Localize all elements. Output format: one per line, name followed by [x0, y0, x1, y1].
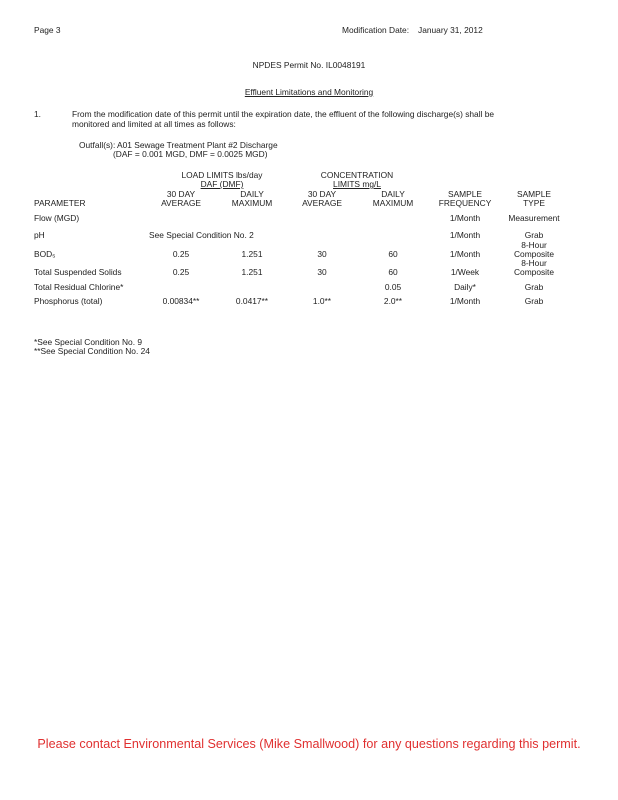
row-frequency: 1/Month — [449, 249, 481, 259]
row-type-prefix: 8-Hour — [521, 240, 547, 250]
row-frequency: 1/Month — [449, 213, 481, 223]
note-special-condition-9: *See Special Condition No. 9 — [34, 337, 143, 347]
table-row — [0, 282, 618, 293]
col-conc-avg-2: AVERAGE — [302, 198, 342, 208]
table-row — [0, 296, 618, 307]
row-load-avg: 0.25 — [172, 249, 190, 259]
table-row — [0, 213, 618, 224]
row-parameter: Total Residual Chlorine* — [34, 282, 124, 292]
paragraph-line-2: monitored and limited at all times as follows: — [72, 119, 236, 129]
row-conc-max: 60 — [388, 267, 398, 277]
col-freq-1: SAMPLE — [448, 189, 482, 199]
row-load-avg: See Special Condition No. 2 — [149, 230, 254, 240]
outfall-name: A01 Sewage Treatment Plant #2 Discharge — [117, 140, 278, 150]
row-type: Composite — [513, 249, 555, 259]
modification-date: January 31, 2012 — [418, 25, 483, 35]
section-title: Effluent Limitations and Monitoring — [244, 87, 374, 97]
col-conc-max-1: DAILY — [381, 189, 405, 199]
outfall-flow: (DAF = 0.001 MGD, DMF = 0.0025 MGD) — [113, 149, 268, 159]
row-conc-avg: 30 — [317, 249, 327, 259]
row-type: Measurement — [508, 213, 560, 223]
col-type-2: TYPE — [523, 198, 545, 208]
table-row — [0, 258, 618, 278]
paragraph-line-1: From the modification date of this permit until the expiration date, the effluent of the following discharge(s) shall be — [72, 109, 495, 119]
row-conc-avg: 30 — [317, 267, 327, 277]
col-load-max-1: DAILY — [240, 189, 264, 199]
note-special-condition-24: **See Special Condition No. 24 — [34, 346, 150, 356]
row-frequency: Daily* — [454, 282, 476, 292]
col-parameter: PARAMETER — [34, 198, 86, 208]
paragraph-number: 1. — [34, 109, 41, 119]
row-parameter: Flow (MGD) — [34, 213, 80, 223]
row-load-max: 0.0417** — [235, 296, 269, 306]
outfall-label: Outfall(s): — [79, 140, 116, 150]
col-load-max-2: MAXIMUM — [231, 198, 273, 208]
row-parameter: Total Suspended Solids — [34, 267, 122, 277]
row-frequency: 1/Month — [449, 296, 481, 306]
row-type: Grab — [524, 230, 544, 240]
col-load-avg-1: 30 DAY — [166, 189, 196, 199]
row-type: Grab — [524, 296, 544, 306]
row-conc-avg: 1.0** — [312, 296, 332, 306]
concentration-subtitle: LIMITS mg/L — [333, 179, 381, 189]
row-type: Composite — [513, 267, 555, 277]
row-conc-max: 0.05 — [384, 282, 402, 292]
col-conc-max-2: MAXIMUM — [372, 198, 414, 208]
row-load-avg: 0.25 — [172, 267, 190, 277]
row-frequency: 1/Month — [449, 230, 481, 240]
col-freq-2: FREQUENCY — [438, 198, 492, 208]
row-load-max: 1.251 — [241, 249, 263, 259]
row-conc-max: 2.0** — [383, 296, 403, 306]
concentration-title: CONCENTRATION — [320, 170, 394, 180]
load-limits-subtitle: DAF (DMF) — [200, 179, 244, 189]
col-load-avg-2: AVERAGE — [161, 198, 201, 208]
load-limits-title: LOAD LIMITS lbs/day — [181, 170, 263, 180]
row-conc-max: 60 — [388, 249, 398, 259]
modification-label: Modification Date: — [342, 25, 410, 35]
page-number: Page 3 — [34, 25, 61, 35]
row-frequency: 1/Week — [450, 267, 480, 277]
row-parameter: pH — [34, 230, 45, 240]
row-type-prefix: 8-Hour — [521, 258, 547, 268]
row-load-avg: 0.00834** — [162, 296, 200, 306]
col-conc-avg-1: 30 DAY — [307, 189, 337, 199]
row-load-max: 1.251 — [241, 267, 263, 277]
col-type-1: SAMPLE — [517, 189, 551, 199]
row-parameter: Phosphorus (total) — [34, 296, 103, 306]
row-parameter: BOD₅ — [34, 249, 56, 259]
permit-number: NPDES Permit No. IL0048191 — [252, 60, 366, 70]
row-type: Grab — [524, 282, 544, 292]
contact-footer: Please contact Environmental Services (Mike Smallwood) for any questions regarding this permit. — [37, 737, 581, 751]
